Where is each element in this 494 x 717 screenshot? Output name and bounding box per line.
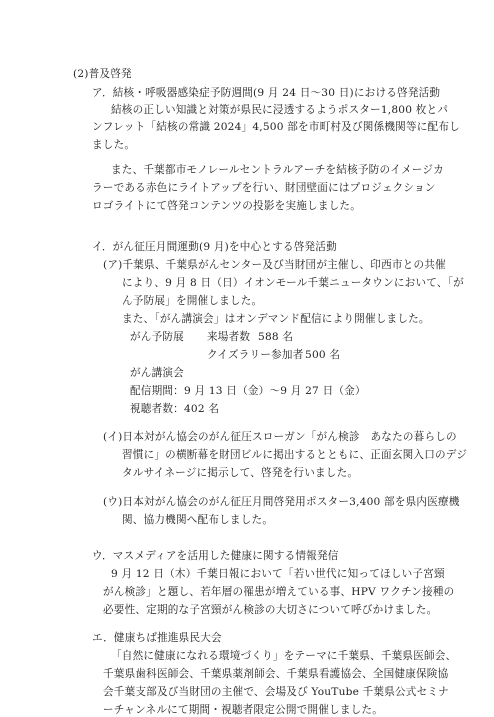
item-i-sub-a-text: により、9 月 8 日（日）イオンモール千葉ニュータウンにおいて、「が — [122, 277, 464, 289]
item-e-text: 「自然に健康になれる環境づくり」をテーマに千葉県、千葉県医師会、 — [111, 650, 457, 662]
item-u-heading: ウ．マスメディアを活用した健康に関する情報発信 — [92, 550, 339, 562]
item-e-text: 千葉県歯科医師会、千葉県薬剤師会、千葉県看護協会、全国健康保険協 — [103, 668, 449, 680]
item-u-text: がん検診」と題し、若年層の罹患が増えている事、HPV ワクチン接種の — [103, 586, 455, 598]
item-u-text: 必要性、定期的な子宮頸がん検診の大切さについて呼びかけました。 — [103, 604, 438, 616]
item-a-heading: ア．結核・呼吸器感染症予防週間(9 月 24 日～30 日)における啓発活動 — [92, 87, 441, 99]
item-i-heading: イ．がん征圧月間運動(9 月)を中心とする啓発活動 — [92, 241, 337, 253]
item-i-sub-b-text: 習慣に」の横断幕を財団ビルに掲出するとともに、正面玄関入口のデジ — [122, 449, 468, 461]
item-a-text: また、千葉都市モノレールセントラルアーチを結核予防のイメージカ — [111, 164, 444, 176]
item-a-text: 結核の正しい知識と対策が県民に浸透するようポスター1,800 枚とパ — [111, 104, 449, 116]
stat-value: 500 名 — [305, 349, 341, 361]
item-u-text: 9 月 12 日（木）千葉日報において「若い世代に知ってほしい子宮頸 — [111, 568, 445, 580]
item-a-text: ました。 — [92, 139, 136, 151]
stat-label: クイズラリー参加者 — [207, 349, 304, 361]
item-e-text: ーチャンネルにて期間・視聴者限定公開で開催しました。 — [103, 704, 383, 716]
item-i-sub-a-text: (ア)千葉県、千葉県がんセンター及び当財団が主催し、印西市との共催 — [103, 259, 446, 271]
stat-period: 配信期間：9 月 13 日（金）～9 月 27 日（金） — [130, 385, 366, 397]
item-i-sub-c-text: (ウ)日本対がん協会のがん征圧月間啓発用ポスター3,400 部を県内医療機 — [103, 496, 460, 508]
section-heading: (2)普及啓発 — [73, 68, 132, 80]
item-a-text: ロゴライトにて啓発コンテンツの投影を実施しました。 — [92, 200, 361, 212]
stat-label: 来場者数 — [207, 331, 251, 343]
item-i-sub-a-text: ん予防展」を開催しました。 — [122, 295, 263, 307]
stat-event-name: がん予防展 — [130, 331, 184, 343]
item-i-sub-c-text: 関、協力機関へ配布しました。 — [122, 514, 274, 526]
item-i-sub-a-text: また、「がん講演会」はオンデマンド配信により開催しました。 — [122, 313, 430, 325]
item-e-heading: エ．健康ちば推進県民大会 — [92, 632, 222, 644]
item-a-text: ンフレット「結核の常識 2024」4,500 部を市町村及び関係機関等に配布し — [92, 121, 460, 133]
stat-value: 588 名 — [258, 331, 294, 343]
item-a-text: ラーである赤色にライトアップを行い、財団壁面にはプロジェクション — [92, 182, 436, 194]
stat-viewers: 視聴者数：402 名 — [130, 403, 220, 415]
stat-event-name: がん講演会 — [130, 367, 184, 379]
item-i-sub-b-text: タルサイネージに掲示して、啓発を行いました。 — [122, 467, 359, 479]
item-i-sub-b-text: (イ)日本対がん協会のがん征圧スローガン「がん検診 あなたの暮らしの — [103, 431, 457, 443]
item-e-text: 会千葉支部及び当財団の主催で、会場及び YouTube 千葉県公式セミナ — [103, 686, 449, 698]
